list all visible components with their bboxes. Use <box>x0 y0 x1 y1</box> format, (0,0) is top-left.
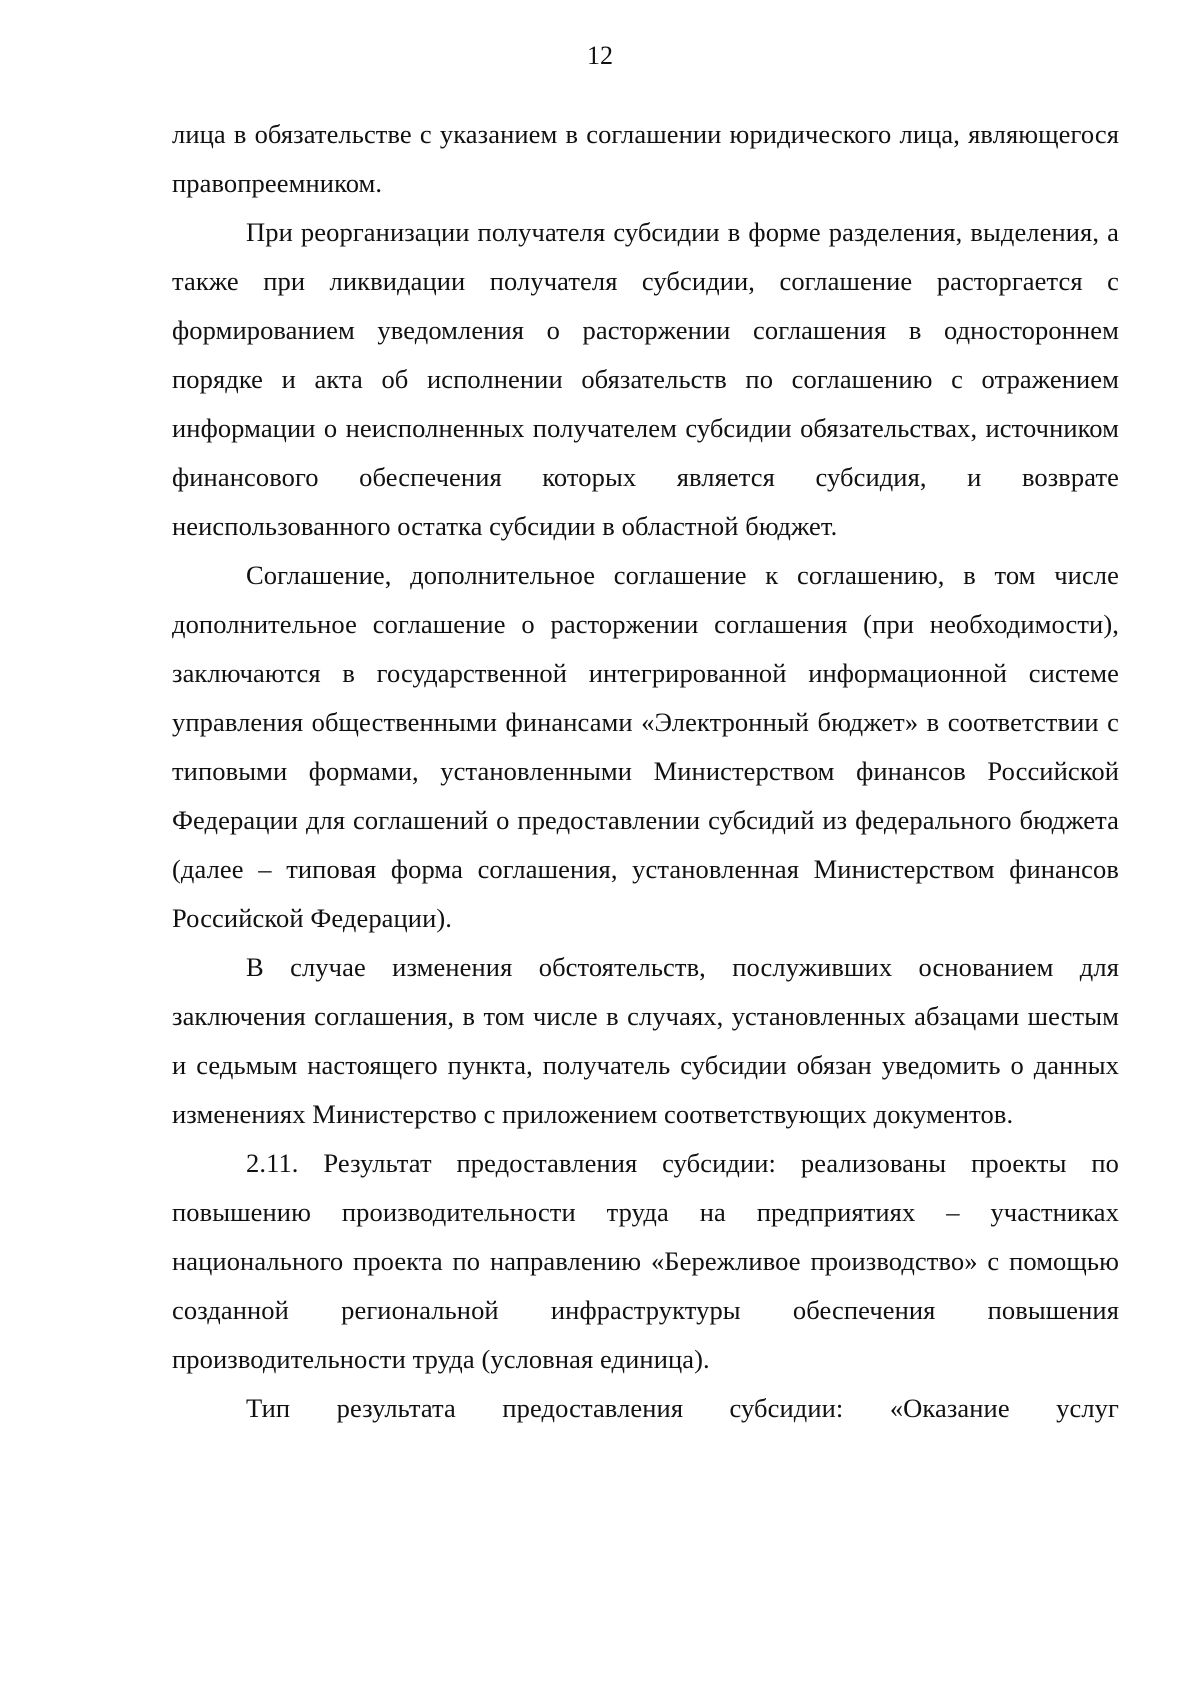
paragraph-reorganization: При реорганизации получателя субсидии в форме разделения, выделения, а также при ликвидации получателя субсидии, соглашение расторгается с формированием уведомления о расторжении соглашения в одностороннем порядке и акта об исполнении обязательств по соглашению с отражением информации о неисполненных получателем субсидии обязательствах, источником финансового обеспечения которых является субсидия, и возврате неиспользованного остатка субсидии в областной бюджет. <box>172 217 1119 541</box>
page-number: 12 <box>587 41 613 70</box>
document-body <box>172 110 1119 1433</box>
paragraph-result-type: Тип результата предоставления субсидии: «Оказание услуг <box>246 1393 1119 1423</box>
paragraph-change-notification: В случае изменения обстоятельств, послуживших основанием для заключения соглашения, в том числе в случаях, установленных абзацами шестым и седьмым настоящего пункта, получатель субсидии обязан уведомить о данных изменениях Министерство с приложением соответствующих документов. <box>172 952 1119 1129</box>
paragraph-subsidy-result: 2.11. Результат предоставления субсидии: реализованы проекты по повышению производительности труда на предприятиях – участниках национального проекта по направлению «Бережливое производство» с помощью созданной региональной инфраструктуры обеспечения повышения производительности труда (условная единица). <box>172 1148 1119 1374</box>
paragraph-agreement-conclusion: Соглашение, дополнительное соглашение к соглашению, в том числе дополнительное соглашение о расторжении соглашения (при необходимости), заключаются в государственной интегрированной информационной системе управления общественными финансами «Электронный бюджет» в соответствии с типовыми формами, установленными Министерством финансов Российской Федерации для соглашений о предоставлении субсидий из федерального бюджета (далее – типовая форма соглашения, установленная Министерством финансов Российской Федерации). <box>172 560 1119 933</box>
paragraph-continuation: лица в обязательстве с указанием в соглашении юридического лица, являющегося правопреемником. <box>172 119 1119 198</box>
